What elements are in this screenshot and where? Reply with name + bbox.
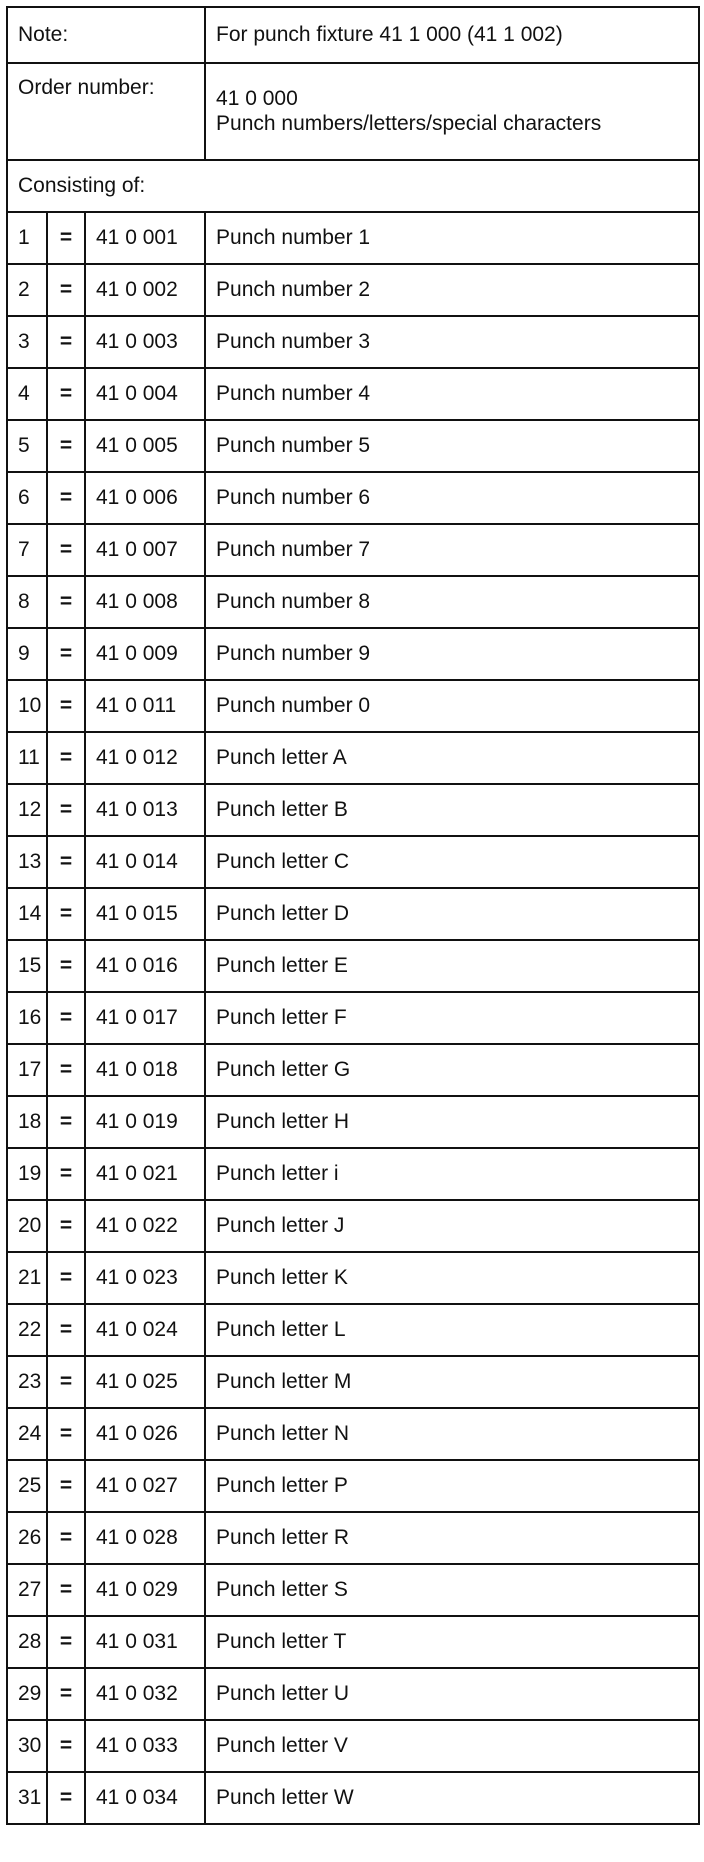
equals-sign: = bbox=[47, 1148, 85, 1200]
item-description: Punch letter L bbox=[205, 1304, 699, 1356]
item-order-number: 41 0 005 bbox=[85, 420, 205, 472]
item-order-number: 41 0 011 bbox=[85, 680, 205, 732]
item-description: Punch letter U bbox=[205, 1668, 699, 1720]
item-order-number: 41 0 034 bbox=[85, 1772, 205, 1824]
equals-sign: = bbox=[47, 472, 85, 524]
item-index: 19 bbox=[7, 1148, 47, 1200]
item-index: 16 bbox=[7, 992, 47, 1044]
table-row bbox=[7, 1304, 699, 1356]
equals-sign: = bbox=[47, 1668, 85, 1720]
consisting-of-row bbox=[7, 160, 699, 212]
item-order-number: 41 0 018 bbox=[85, 1044, 205, 1096]
item-description: Punch letter i bbox=[205, 1148, 699, 1200]
table-row bbox=[7, 732, 699, 784]
item-order-number: 41 0 032 bbox=[85, 1668, 205, 1720]
equals-sign: = bbox=[47, 1096, 85, 1148]
item-index: 2 bbox=[7, 264, 47, 316]
item-order-number: 41 0 003 bbox=[85, 316, 205, 368]
item-index: 15 bbox=[7, 940, 47, 992]
item-index: 25 bbox=[7, 1460, 47, 1512]
equals-sign: = bbox=[47, 1356, 85, 1408]
item-description: Punch letter H bbox=[205, 1096, 699, 1148]
equals-sign: = bbox=[47, 836, 85, 888]
table-row bbox=[7, 1200, 699, 1252]
order-number-label: Order number: bbox=[7, 63, 205, 160]
table-row bbox=[7, 680, 699, 732]
item-description: Punch number 1 bbox=[205, 212, 699, 264]
item-order-number: 41 0 021 bbox=[85, 1148, 205, 1200]
item-description: Punch letter R bbox=[205, 1512, 699, 1564]
equals-sign: = bbox=[47, 524, 85, 576]
item-order-number: 41 0 026 bbox=[85, 1408, 205, 1460]
equals-sign: = bbox=[47, 784, 85, 836]
item-order-number: 41 0 013 bbox=[85, 784, 205, 836]
item-description: Punch number 6 bbox=[205, 472, 699, 524]
order-description: Punch numbers/letters/special characters bbox=[216, 111, 602, 135]
note-row bbox=[7, 7, 699, 63]
equals-sign: = bbox=[47, 212, 85, 264]
item-index: 10 bbox=[7, 680, 47, 732]
item-index: 4 bbox=[7, 368, 47, 420]
item-index: 3 bbox=[7, 316, 47, 368]
item-index: 6 bbox=[7, 472, 47, 524]
table-row bbox=[7, 1044, 699, 1096]
equals-sign: = bbox=[47, 1460, 85, 1512]
item-description: Punch letter F bbox=[205, 992, 699, 1044]
table-row bbox=[7, 420, 699, 472]
equals-sign: = bbox=[47, 628, 85, 680]
equals-sign: = bbox=[47, 316, 85, 368]
equals-sign: = bbox=[47, 1720, 85, 1772]
item-order-number: 41 0 024 bbox=[85, 1304, 205, 1356]
equals-sign: = bbox=[47, 576, 85, 628]
item-order-number: 41 0 007 bbox=[85, 524, 205, 576]
item-index: 17 bbox=[7, 1044, 47, 1096]
item-index: 24 bbox=[7, 1408, 47, 1460]
equals-sign: = bbox=[47, 1252, 85, 1304]
equals-sign: = bbox=[47, 888, 85, 940]
note-value: For punch fixture 41 1 000 (41 1 002) bbox=[205, 7, 699, 63]
table-row bbox=[7, 368, 699, 420]
item-order-number: 41 0 004 bbox=[85, 368, 205, 420]
item-index: 29 bbox=[7, 1668, 47, 1720]
item-description: Punch letter V bbox=[205, 1720, 699, 1772]
equals-sign: = bbox=[47, 940, 85, 992]
table-row bbox=[7, 472, 699, 524]
item-description: Punch letter D bbox=[205, 888, 699, 940]
equals-sign: = bbox=[47, 1408, 85, 1460]
item-order-number: 41 0 025 bbox=[85, 1356, 205, 1408]
item-index: 31 bbox=[7, 1772, 47, 1824]
item-description: Punch letter A bbox=[205, 732, 699, 784]
table-row bbox=[7, 1772, 699, 1824]
item-index: 1 bbox=[7, 212, 47, 264]
item-index: 27 bbox=[7, 1564, 47, 1616]
item-index: 20 bbox=[7, 1200, 47, 1252]
item-description: Punch number 5 bbox=[205, 420, 699, 472]
item-description: Punch letter E bbox=[205, 940, 699, 992]
item-index: 30 bbox=[7, 1720, 47, 1772]
item-index: 23 bbox=[7, 1356, 47, 1408]
equals-sign: = bbox=[47, 1616, 85, 1668]
table-row bbox=[7, 1096, 699, 1148]
item-order-number: 41 0 014 bbox=[85, 836, 205, 888]
item-index: 12 bbox=[7, 784, 47, 836]
parts-table-body bbox=[7, 7, 699, 1824]
item-description: Punch number 8 bbox=[205, 576, 699, 628]
order-number-cell bbox=[205, 63, 699, 160]
equals-sign: = bbox=[47, 732, 85, 784]
item-order-number: 41 0 016 bbox=[85, 940, 205, 992]
item-order-number: 41 0 017 bbox=[85, 992, 205, 1044]
item-index: 13 bbox=[7, 836, 47, 888]
item-order-number: 41 0 008 bbox=[85, 576, 205, 628]
order-number-value: 41 0 000 bbox=[216, 86, 298, 110]
item-index: 11 bbox=[7, 732, 47, 784]
item-index: 5 bbox=[7, 420, 47, 472]
item-description: Punch letter P bbox=[205, 1460, 699, 1512]
item-description: Punch letter W bbox=[205, 1772, 699, 1824]
equals-sign: = bbox=[47, 1200, 85, 1252]
table-row bbox=[7, 1408, 699, 1460]
item-index: 18 bbox=[7, 1096, 47, 1148]
equals-sign: = bbox=[47, 1044, 85, 1096]
table-row bbox=[7, 1616, 699, 1668]
table-row bbox=[7, 1148, 699, 1200]
item-order-number: 41 0 012 bbox=[85, 732, 205, 784]
item-order-number: 41 0 009 bbox=[85, 628, 205, 680]
item-order-number: 41 0 028 bbox=[85, 1512, 205, 1564]
equals-sign: = bbox=[47, 420, 85, 472]
item-index: 28 bbox=[7, 1616, 47, 1668]
table-row bbox=[7, 1460, 699, 1512]
item-order-number: 41 0 001 bbox=[85, 212, 205, 264]
item-description: Punch letter C bbox=[205, 836, 699, 888]
table-row bbox=[7, 992, 699, 1044]
table-row bbox=[7, 1564, 699, 1616]
item-order-number: 41 0 019 bbox=[85, 1096, 205, 1148]
item-order-number: 41 0 027 bbox=[85, 1460, 205, 1512]
consisting-of-label: Consisting of: bbox=[7, 160, 699, 212]
equals-sign: = bbox=[47, 264, 85, 316]
item-order-number: 41 0 002 bbox=[85, 264, 205, 316]
item-description: Punch letter S bbox=[205, 1564, 699, 1616]
note-label: Note: bbox=[7, 7, 205, 63]
item-index: 8 bbox=[7, 576, 47, 628]
item-order-number: 41 0 029 bbox=[85, 1564, 205, 1616]
item-index: 14 bbox=[7, 888, 47, 940]
item-description: Punch letter M bbox=[205, 1356, 699, 1408]
item-order-number: 41 0 022 bbox=[85, 1200, 205, 1252]
equals-sign: = bbox=[47, 368, 85, 420]
table-row bbox=[7, 1252, 699, 1304]
item-order-number: 41 0 031 bbox=[85, 1616, 205, 1668]
table-row bbox=[7, 628, 699, 680]
table-row bbox=[7, 264, 699, 316]
equals-sign: = bbox=[47, 1564, 85, 1616]
item-order-number: 41 0 015 bbox=[85, 888, 205, 940]
parts-table bbox=[6, 6, 700, 1825]
item-description: Punch number 4 bbox=[205, 368, 699, 420]
item-description: Punch number 9 bbox=[205, 628, 699, 680]
item-index: 26 bbox=[7, 1512, 47, 1564]
table-row bbox=[7, 524, 699, 576]
equals-sign: = bbox=[47, 1304, 85, 1356]
item-description: Punch letter J bbox=[205, 1200, 699, 1252]
table-row bbox=[7, 888, 699, 940]
equals-sign: = bbox=[47, 992, 85, 1044]
table-row bbox=[7, 1668, 699, 1720]
item-description: Punch number 3 bbox=[205, 316, 699, 368]
item-description: Punch number 7 bbox=[205, 524, 699, 576]
table-row bbox=[7, 940, 699, 992]
equals-sign: = bbox=[47, 1772, 85, 1824]
item-index: 7 bbox=[7, 524, 47, 576]
table-row bbox=[7, 1356, 699, 1408]
order-number-row bbox=[7, 63, 699, 160]
item-description: Punch number 2 bbox=[205, 264, 699, 316]
item-description: Punch number 0 bbox=[205, 680, 699, 732]
equals-sign: = bbox=[47, 680, 85, 732]
item-order-number: 41 0 006 bbox=[85, 472, 205, 524]
item-index: 22 bbox=[7, 1304, 47, 1356]
table-row bbox=[7, 576, 699, 628]
equals-sign: = bbox=[47, 1512, 85, 1564]
table-row bbox=[7, 1512, 699, 1564]
table-row bbox=[7, 1720, 699, 1772]
item-order-number: 41 0 023 bbox=[85, 1252, 205, 1304]
item-description: Punch letter K bbox=[205, 1252, 699, 1304]
item-order-number: 41 0 033 bbox=[85, 1720, 205, 1772]
item-description: Punch letter N bbox=[205, 1408, 699, 1460]
item-description: Punch letter B bbox=[205, 784, 699, 836]
table-row bbox=[7, 784, 699, 836]
table-row bbox=[7, 316, 699, 368]
item-description: Punch letter T bbox=[205, 1616, 699, 1668]
item-index: 21 bbox=[7, 1252, 47, 1304]
table-row bbox=[7, 212, 699, 264]
item-index: 9 bbox=[7, 628, 47, 680]
table-row bbox=[7, 836, 699, 888]
item-description: Punch letter G bbox=[205, 1044, 699, 1096]
